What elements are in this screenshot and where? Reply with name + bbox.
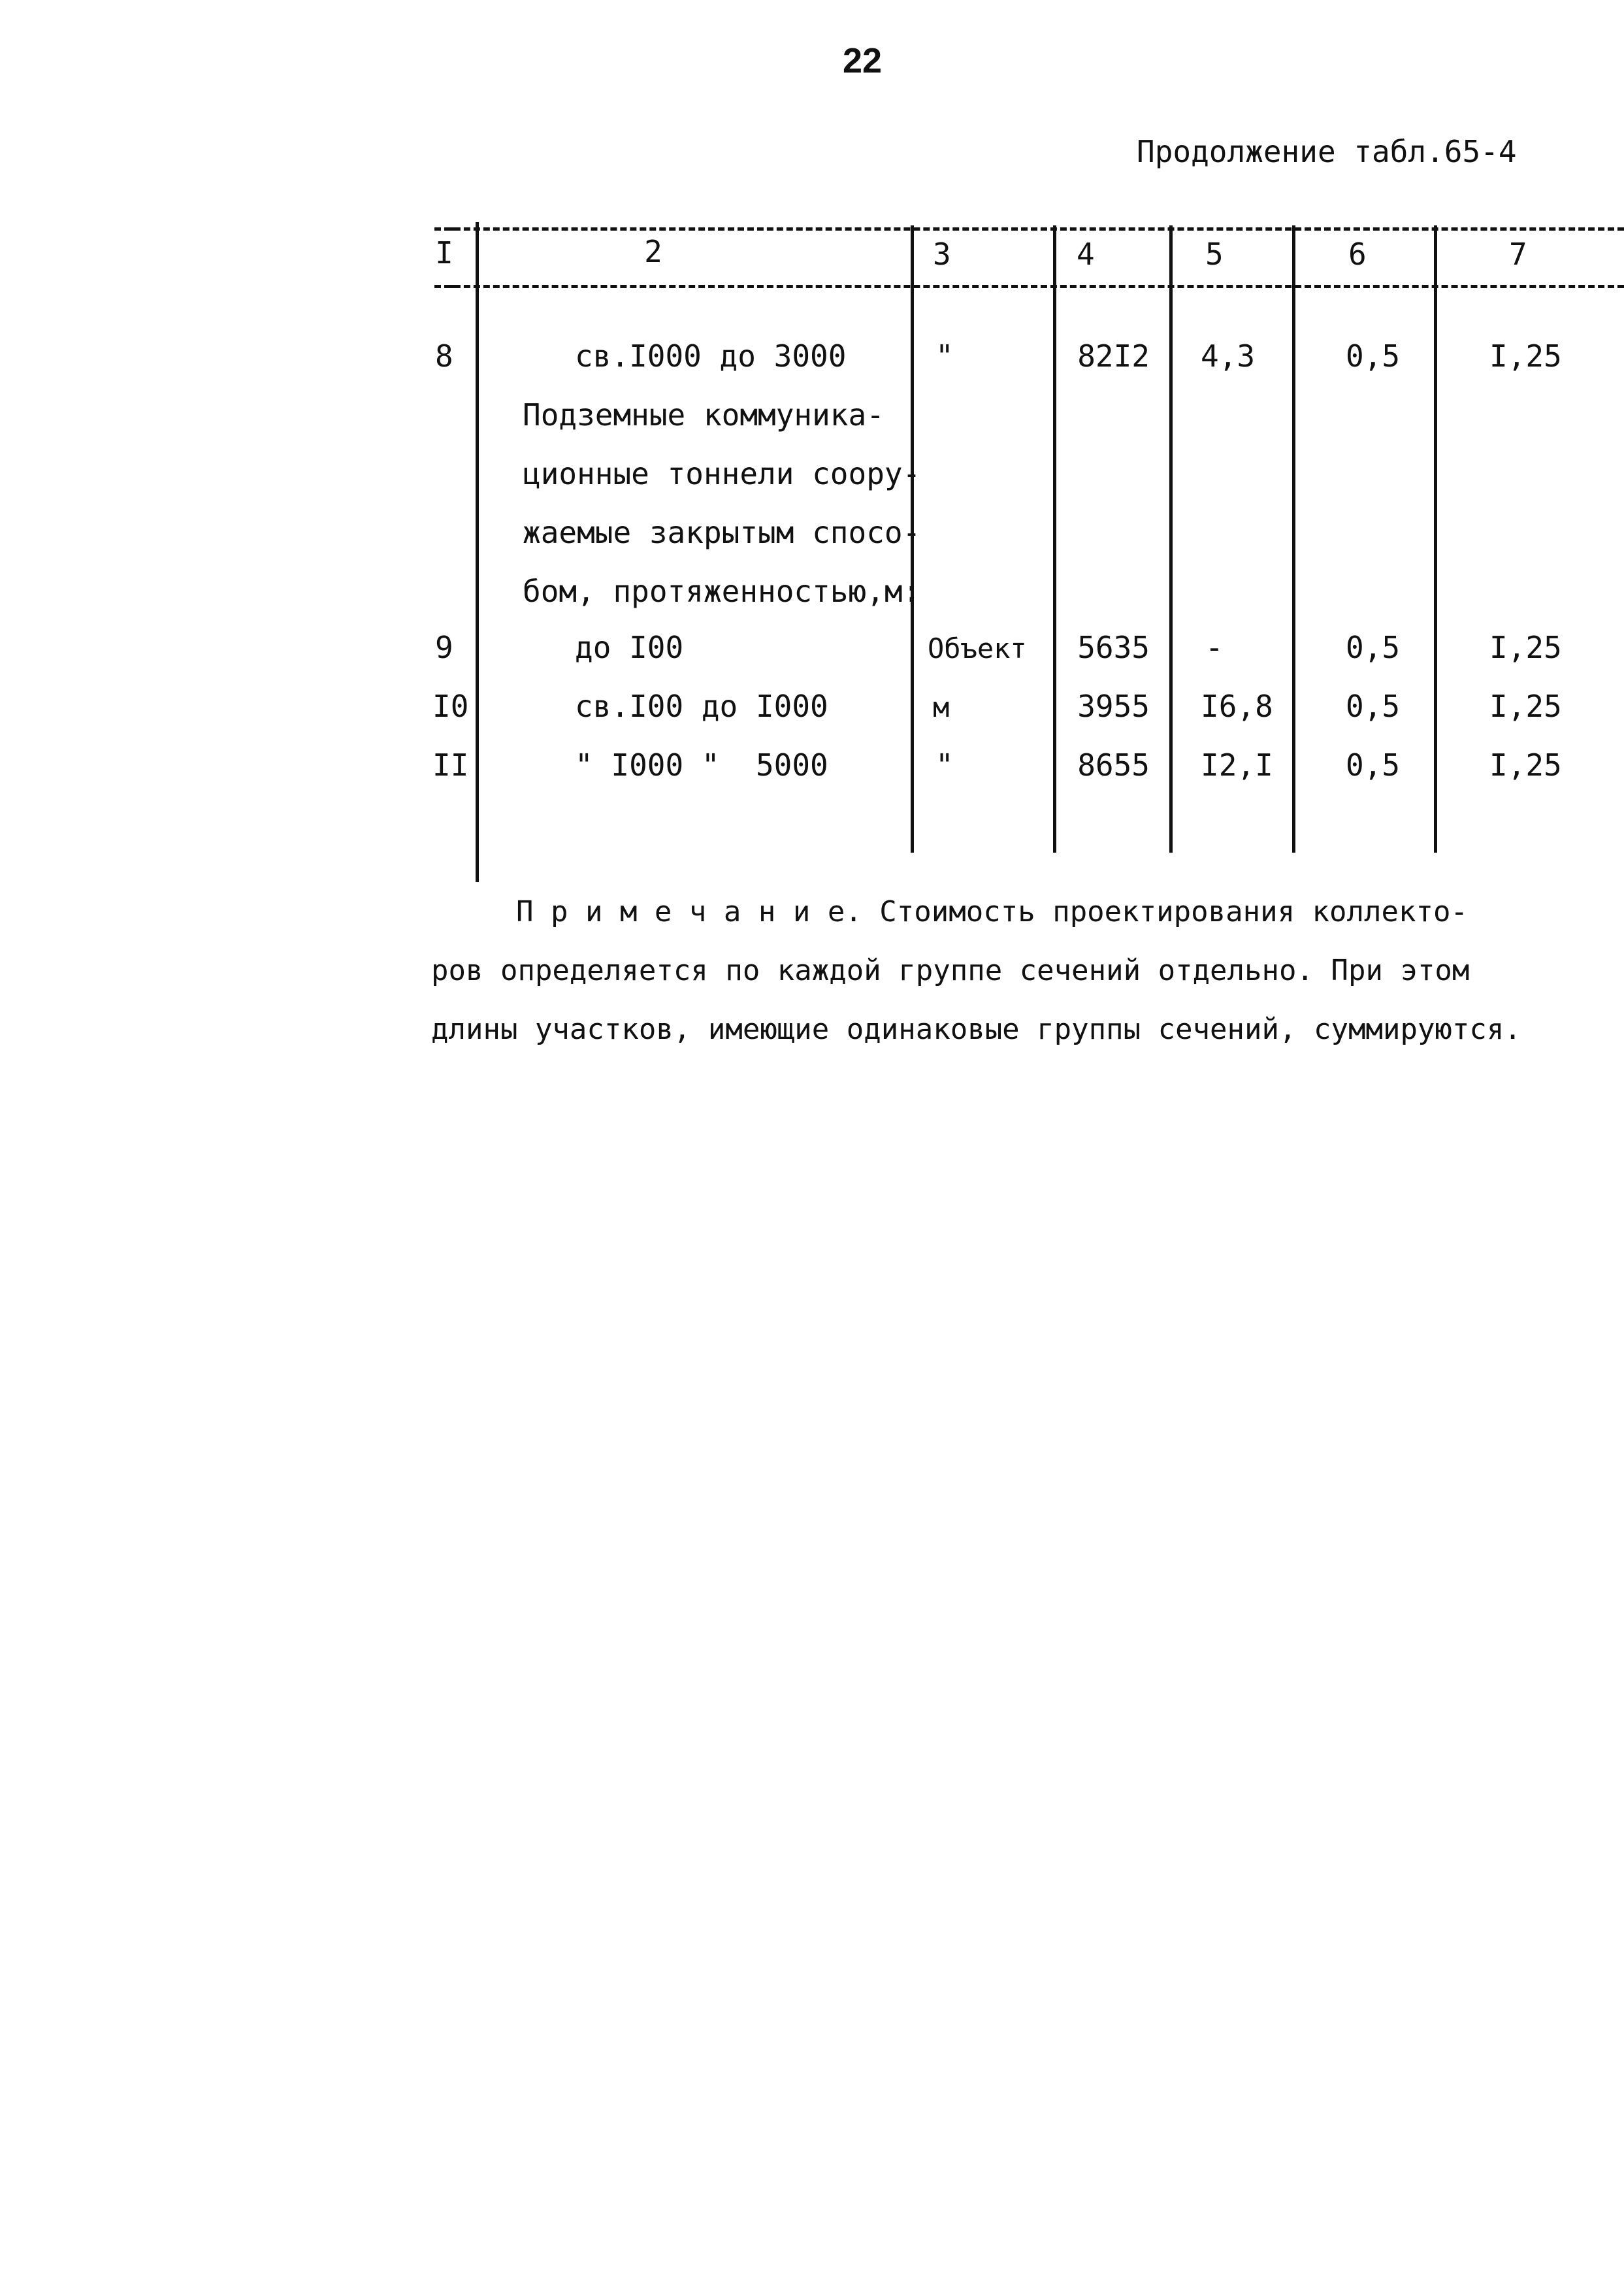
header-col-7: 7	[1509, 237, 1527, 272]
row-col-6: 0,5	[1346, 338, 1401, 374]
row-col-5: 4,3	[1201, 338, 1256, 374]
row-col-5: -	[1205, 630, 1224, 665]
row-col-6: 0,5	[1346, 747, 1401, 783]
row-col-5: I2,I	[1201, 747, 1273, 783]
row-col-4: 82I2	[1077, 338, 1150, 374]
row-unit: "	[935, 338, 954, 374]
row-col-4: 5635	[1077, 630, 1150, 665]
subheading-line-1: Подземные коммуника-	[523, 397, 885, 433]
header-col-6: 6	[1348, 237, 1367, 272]
row-col-6: 0,5	[1346, 689, 1401, 724]
row-number: II	[432, 747, 469, 783]
subheading-line-3: жаемые закрытым спосо-	[523, 515, 921, 550]
header-col-4: 4	[1077, 237, 1095, 272]
row-col-7: I,25	[1489, 747, 1562, 783]
row-col-4: 3955	[1077, 689, 1150, 724]
row-number: 8	[435, 338, 453, 374]
row-col-4: 8655	[1077, 747, 1150, 783]
row-unit: Объект	[928, 632, 1027, 664]
col1-header-rule-top	[434, 227, 454, 231]
col-divider-5	[1292, 225, 1295, 853]
table-header-rule	[434, 285, 1624, 288]
table-continuation-title: Продолжение табл.65-4	[1137, 134, 1517, 169]
row-description: св.I000 до 3000	[575, 338, 847, 374]
row-col-5: I6,8	[1201, 689, 1273, 724]
row-unit: "	[935, 747, 954, 783]
header-col-3: 3	[933, 237, 951, 272]
row-description: до I00	[575, 630, 684, 665]
page-number: 22	[843, 41, 883, 80]
row-col-7: I,25	[1489, 689, 1562, 724]
note-line-1: П р и м е ч а н и е. Стоимость проектирования коллекто-	[516, 895, 1468, 928]
col-divider-3	[1053, 225, 1056, 853]
row-number: 9	[435, 630, 453, 665]
col-divider-1	[476, 222, 479, 882]
row-col-6: 0,5	[1346, 630, 1401, 665]
note-line-3: длины участков, имеющие одинаковые группы сечений, суммируются.	[431, 1013, 1521, 1046]
col-divider-4	[1169, 225, 1173, 853]
col1-header-rule-bottom	[434, 285, 454, 288]
row-col-7: I,25	[1489, 630, 1562, 665]
row-col-7: I,25	[1489, 338, 1562, 374]
row-description: " I000 " 5000	[575, 747, 828, 783]
table-top-rule	[434, 227, 1624, 231]
col-divider-6	[1434, 225, 1437, 853]
row-unit: м	[933, 691, 950, 723]
row-description: св.I00 до I000	[575, 689, 828, 724]
header-col-1: I	[435, 235, 453, 270]
row-number: I0	[432, 689, 469, 724]
subheading-line-4: бом, протяженностью,м:	[523, 574, 921, 609]
header-col-5: 5	[1205, 237, 1224, 272]
header-col-2: 2	[644, 234, 662, 269]
note-line-2: ров определяется по каждой группе сечений отдельно. При этом	[431, 954, 1470, 987]
subheading-line-2: ционные тоннели соору-	[523, 456, 921, 491]
